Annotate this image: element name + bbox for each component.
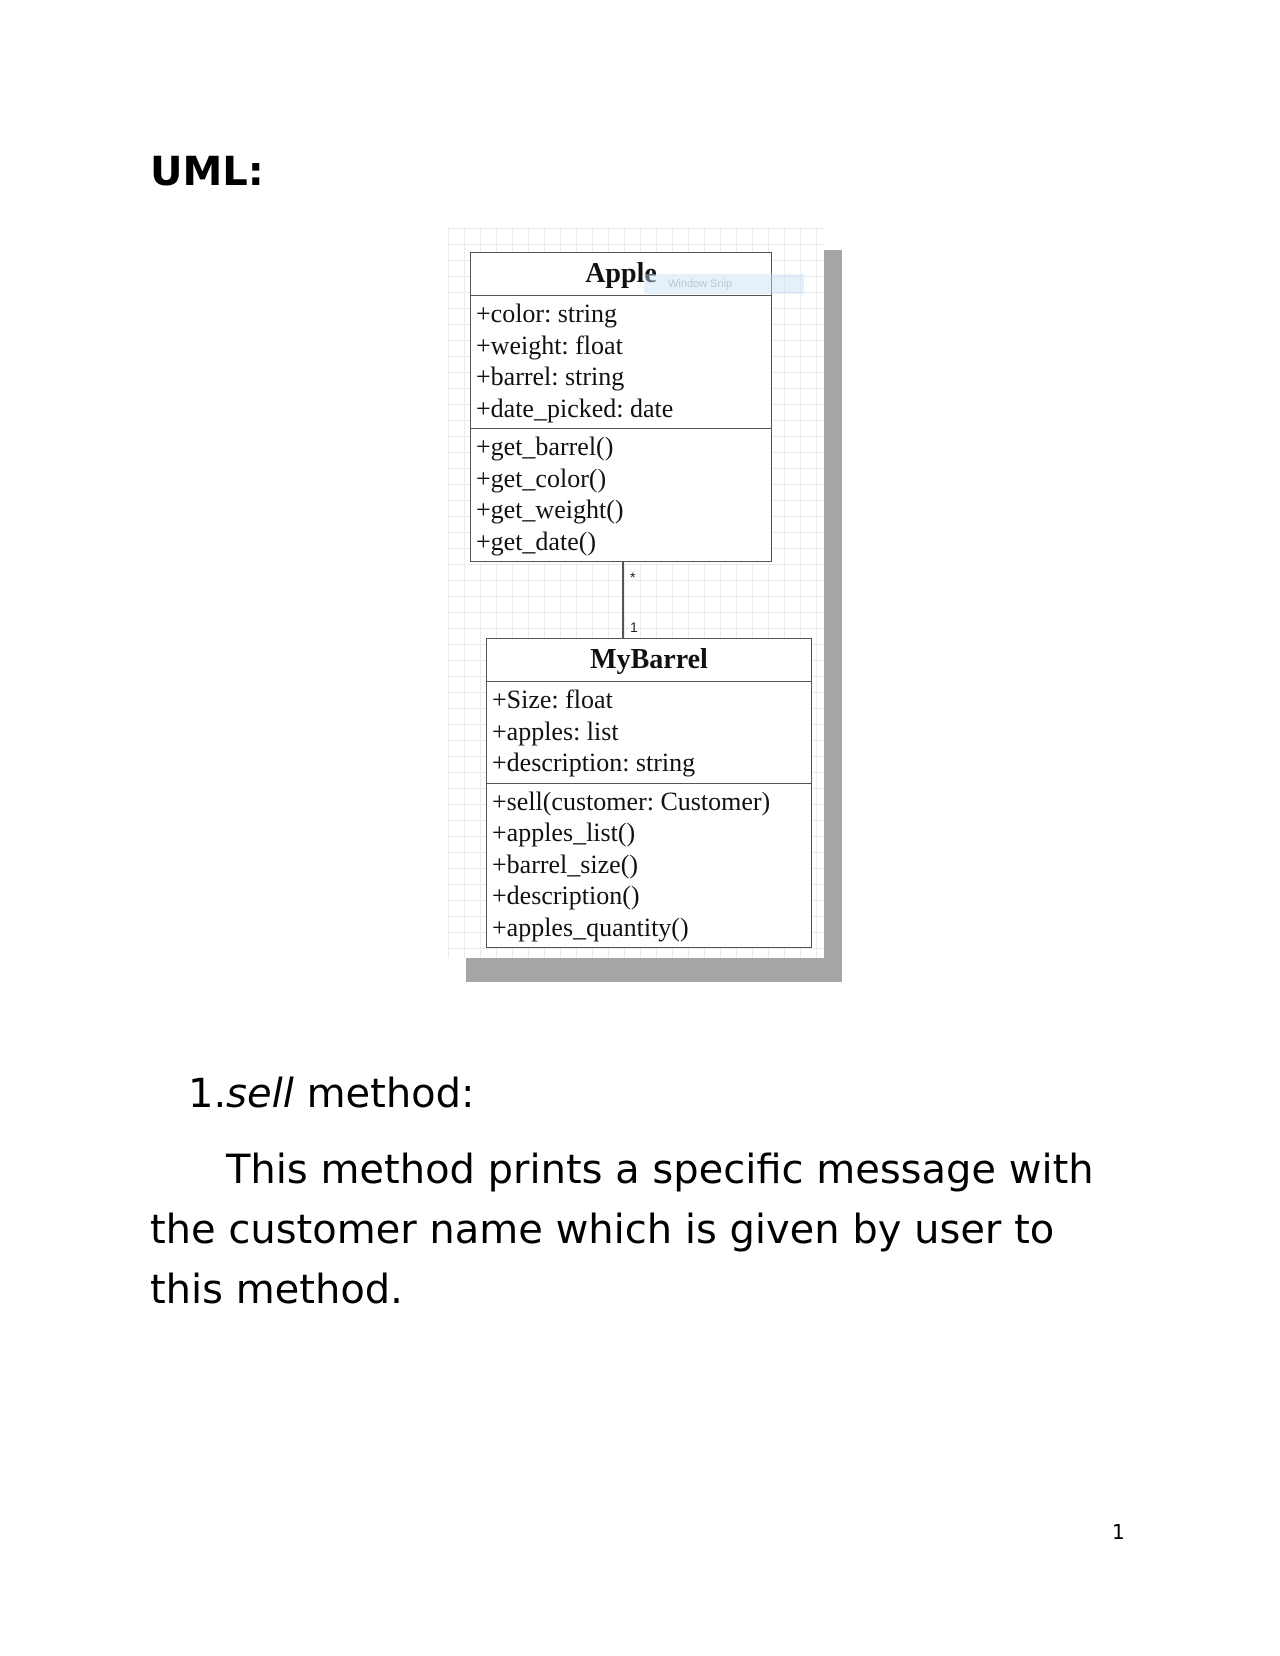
class-name: Apple bbox=[471, 253, 771, 296]
method: +barrel_size() bbox=[492, 849, 639, 879]
multiplicity-many: * bbox=[630, 569, 636, 585]
attribute: +weight: float bbox=[476, 330, 623, 360]
method: +sell(customer: Customer) bbox=[492, 786, 771, 816]
attributes-section bbox=[487, 682, 811, 783]
method: +apples_list() bbox=[492, 818, 636, 847]
method: +apples_quantity() bbox=[492, 912, 689, 942]
window-snip-overlay: Window Snip bbox=[644, 274, 804, 294]
page-number: 1 bbox=[1112, 1520, 1125, 1544]
method: +get_weight() bbox=[476, 495, 624, 524]
numbered-list-item bbox=[188, 1070, 475, 1118]
uml-diagram bbox=[448, 228, 832, 968]
attribute: +apples: list bbox=[492, 716, 619, 746]
method: +get_barrel() bbox=[476, 432, 614, 461]
list-item-suffix: method: bbox=[293, 1071, 475, 1117]
method: +get_color() bbox=[476, 463, 607, 493]
association-line bbox=[622, 562, 624, 638]
diagram-canvas bbox=[448, 228, 824, 958]
method-name: sell bbox=[226, 1071, 294, 1117]
multiplicity-one: 1 bbox=[630, 619, 638, 635]
uml-class-mybarrel bbox=[486, 638, 812, 948]
methods-section bbox=[487, 783, 811, 948]
attribute: +description: string bbox=[492, 748, 696, 777]
body-paragraph: This method prints a specific message with the customer name which is given by user to this method. bbox=[150, 1147, 1094, 1313]
method: +get_date() bbox=[476, 526, 597, 556]
methods-section bbox=[471, 428, 771, 561]
class-name: MyBarrel bbox=[487, 639, 811, 682]
attribute: +Size: float bbox=[492, 685, 613, 714]
attribute: +barrel: string bbox=[476, 362, 625, 391]
page-heading: UML: bbox=[150, 149, 264, 195]
method: +description() bbox=[492, 881, 640, 910]
attribute: +date_picked: date bbox=[476, 393, 674, 423]
list-number: 1. bbox=[188, 1071, 227, 1117]
attributes-section bbox=[471, 296, 771, 428]
attribute: +color: string bbox=[476, 299, 618, 328]
uml-class-apple bbox=[470, 252, 772, 562]
